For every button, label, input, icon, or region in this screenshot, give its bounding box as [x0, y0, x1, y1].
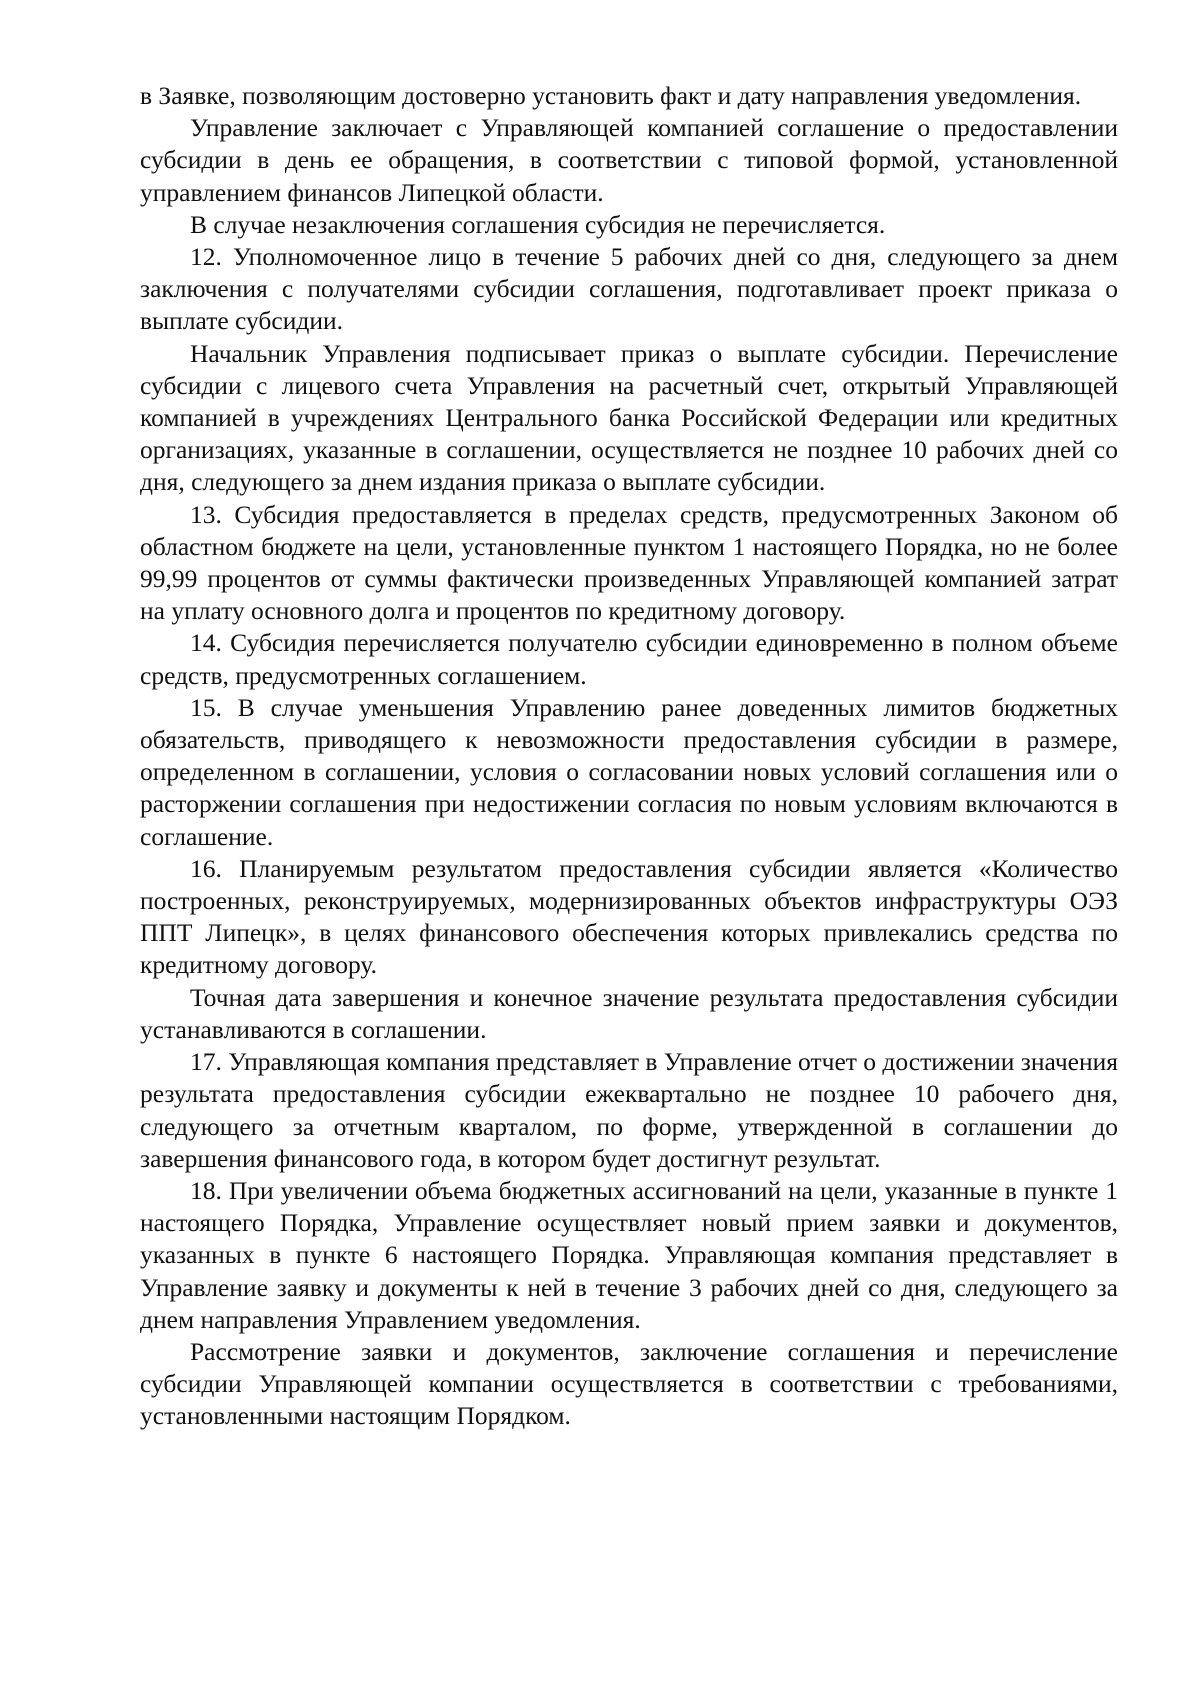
paragraph-review: Рассмотрение заявки и документов, заключение соглашения и перечисление субсидии Управляющей компании осуществляется в соответствии с требованиями, установленными настоящим Порядком. [140, 1336, 1118, 1431]
paragraph-item-13: 13. Субсидия предоставляется в пределах средств, предусмотренных Законом об областном бюджете на цели, установленные пунктом 1 настоящего Порядка, но не более 99,99 процентов от суммы фактически произведенных Управляющей компанией затрат на уплату основного долга и процентов по кредитному договору. [140, 499, 1118, 626]
paragraph-item-14: 14. Субсидия перечисляется получателю субсидии единовременно в полном объеме средств, предусмотренных соглашением. [140, 628, 1118, 690]
paragraph-item-16: 16. Планируемым результатом предоставления субсидии является «Количество построенных, реконструируемых, модернизированных объектов инфраструктуры ОЭЗ ППТ Липецк», в целях финансового обеспечения которых привлекались средства по кредитному договору. [140, 853, 1118, 980]
paragraph-item-15: 15. В случае уменьшения Управлению ранее доведенных лимитов бюджетных обязательств, приводящего к невозможности предоставления субсидии в размере, определенном в соглашении, условия о согласовании новых условий соглашения или о расторжении соглашения при недостижении согласия по новым условиям включаются в соглашение. [140, 692, 1118, 851]
paragraph-item-18: 18. При увеличении объема бюджетных ассигнований на цели, указанные в пункте 1 настоящего Порядка, Управление осуществляет новый прием заявки и документов, указанных в пункте 6 настоящего Порядка. Управляющая компания представляет в Управление заявку и документы к ней в течение 3 рабочих дней со дня, следующего за днем направления Управлением уведомления. [140, 1175, 1118, 1334]
paragraph-item-17: 17. Управляющая компания представляет в Управление отчет о достижении значения результата предоставления субсидии ежеквартально не позднее 10 рабочего дня, следующего за отчетным кварталом, по форме, утвержденной в соглашении до завершения финансового года, в котором будет достигнут результат. [140, 1047, 1118, 1173]
paragraph-continuation: в Заявке, позволяющим достоверно установить факт и дату направления уведомления. [140, 81, 1082, 110]
paragraph-no-agreement: В случае незаключения соглашения субсидия не перечисляется. [190, 209, 886, 239]
paragraph-item-12: 12. Уполномоченное лицо в течение 5 рабочих дней со дня, следующего за днем заключения с получателями субсидии соглашения, подготавливает проект приказа о выплате субсидии. [140, 242, 1118, 336]
paragraph-agreement: Управление заключает с Управляющей компанией соглашение о предоставлении субсидии в день ее обращения, в соответствии с типовой формой, установленной управлением финансов Липецкой области. [140, 113, 1118, 207]
paragraph-head-signs: Начальник Управления подписывает приказ о выплате субсидии. Перечисление субсидии с лицевого счета Управления на расчетный счет, открытый Управляющей компанией в учреждениях Центрального банка Российской Федерации или кредитных организациях, указанные в соглашении, осуществляется не позднее 10 рабочих дней со дня, следующего за днем издания приказа о выплате субсидии. [140, 338, 1118, 497]
paragraph-result-date: Точная дата завершения и конечное значение результата предоставления субсидии устанавливаются в соглашении. [140, 982, 1118, 1044]
